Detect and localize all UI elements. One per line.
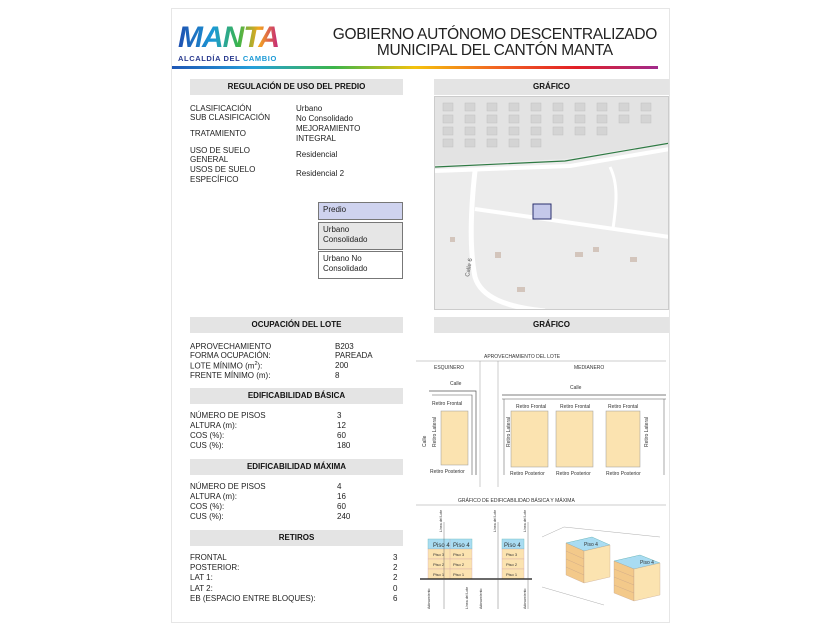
piso1-b: Piso 1 (453, 572, 465, 577)
retiro-posterior-1: Retiro Posterior (430, 469, 465, 475)
piso1-a: Piso 1 (433, 572, 445, 577)
logo-sub-1: ALCALDÍA DEL (178, 54, 243, 63)
label-posterior: POSTERIOR: (190, 563, 240, 572)
piso4-iso-1: Piso 4 (584, 542, 598, 548)
legend-predio-label: Predio (323, 205, 347, 214)
piso3-a: Piso 3 (433, 552, 445, 557)
piso4-c: Piso 4 (504, 543, 521, 549)
document-header (172, 9, 671, 67)
retiro-frontal-4: Retiro Frontal (608, 404, 639, 410)
legend-uc-line1: Urbano (323, 225, 350, 234)
grafico-header-2: GRÁFICO (434, 317, 669, 333)
basica-header: EDIFICABILIDAD BÁSICA (190, 388, 403, 404)
label-basica-cus: CUS (%): (190, 441, 224, 450)
value-aprovechamiento: B203 (335, 342, 354, 351)
isometric-buildings (542, 527, 660, 605)
regulacion-header: REGULACIÓN DE USO DEL PREDIO (190, 79, 403, 95)
retiro-posterior-2: Retiro Posterior (510, 471, 545, 477)
label-lat2: LAT 2: (190, 584, 213, 593)
map-street-label: Calle 6 (465, 257, 475, 278)
calle-label-2: Calle (570, 385, 582, 391)
linea-lote-2: Línea del Lote (493, 509, 497, 532)
value-eb: 6 (393, 594, 398, 603)
retiro-lateral-3: Retiro Lateral (644, 416, 650, 447)
calle-label-vertical: Calle (422, 435, 428, 447)
label-maxima-cus: CUS (%): (190, 512, 224, 521)
legend-unc-line2: Consolidado (323, 264, 368, 273)
piso4-a: Piso 4 (433, 543, 450, 549)
value-basica-cus: 180 (337, 441, 351, 450)
label-maxima-altura: ALTURA (m): (190, 492, 237, 501)
legend-uc-line2: Consolidado (323, 235, 368, 244)
retiro-frontal-3: Retiro Frontal (560, 404, 591, 410)
value-usos-especifico: Residencial 2 (296, 169, 345, 178)
label-eb: EB (ESPACIO ENTRE BLOQUES): (190, 594, 316, 603)
calle-label-1: Calle (450, 381, 462, 387)
value-basica-altura: 12 (337, 421, 346, 430)
ocupacion-header: OCUPACIÓN DEL LOTE (190, 317, 403, 333)
grafico-header-1: GRÁFICO (434, 79, 669, 95)
value-basica-pisos: 3 (337, 411, 342, 420)
value-lote-minimo: 200 (335, 361, 349, 370)
value-maxima-pisos: 4 (337, 482, 342, 491)
value-maxima-cos: 60 (337, 502, 346, 511)
stack-left (428, 539, 472, 579)
title-line-1: GOBIERNO AUTÓNOMO DESCENTRALIZADO (332, 26, 657, 43)
maxima-header: EDIFICABILIDAD MÁXIMA (190, 459, 403, 475)
document-page (171, 8, 670, 623)
label-basica-altura: ALTURA (m): (190, 421, 237, 430)
government-title (333, 27, 657, 59)
piso3-c: Piso 3 (506, 552, 518, 557)
value-maxima-altura: 16 (337, 492, 346, 501)
legend-predio (318, 202, 403, 220)
adosamiento-1: Adosamiento (427, 588, 431, 609)
legend-urbano-consolidado (318, 222, 403, 250)
piso2-a: Piso 2 (433, 562, 445, 567)
stack-right (502, 539, 524, 579)
label-maxima-pisos: NÚMERO DE PISOS (190, 482, 266, 491)
value-clasificacion: Urbano (296, 104, 323, 113)
label-sub-clasificacion: SUB CLASIFICACIÓN (190, 113, 271, 122)
value-uso-suelo: Residencial (296, 150, 338, 159)
value-forma-ocupacion: PAREADA (335, 351, 373, 360)
lote-minimo-sup: 2 (254, 361, 258, 367)
value-tratamiento-2: INTEGRAL (296, 134, 337, 143)
piso2-b: Piso 2 (453, 562, 465, 567)
logo-text: MANTA (178, 21, 280, 54)
legend-urbano-no-consolidado (318, 251, 403, 279)
label-clasificacion: CLASIFICACIÓN (190, 104, 252, 113)
label-uso-suelo-2: GENERAL (190, 155, 229, 164)
lote-minimo-text: LOTE MÍNIMO (m (190, 361, 255, 371)
adosamiento-2: Adosamiento (479, 588, 483, 609)
label-usos-especifico-1: USOS DE SUELO (190, 165, 256, 174)
piso3-b: Piso 3 (453, 552, 465, 557)
logo-subtitle (178, 54, 277, 63)
retiro-posterior-3: Retiro Posterior (556, 471, 591, 477)
value-frontal: 3 (393, 553, 398, 562)
value-frente-minimo: 8 (335, 371, 340, 380)
value-tratamiento-1: MEJORAMIENTO (296, 124, 361, 133)
label-frontal: FRONTAL (190, 553, 227, 562)
linea-lote-1: Línea del Lote (439, 509, 443, 532)
value-lat2: 0 (393, 584, 398, 593)
lote-minimo-end: ): (257, 361, 263, 371)
label-aprovechamiento: APROVECHAMIENTO (190, 342, 272, 351)
retiro-frontal-1: Retiro Frontal (432, 401, 463, 407)
aprovechamiento-diagram (414, 347, 670, 617)
diagram-title: APROVECHAMIENTO DEL LOTE (484, 354, 561, 360)
label-lat1: LAT 1: (190, 573, 213, 582)
diagram-esquinero: ESQUINERO (434, 365, 465, 371)
piso1-c: Piso 1 (506, 572, 518, 577)
value-posterior: 2 (393, 563, 398, 572)
label-basica-cos: COS (%): (190, 431, 225, 440)
legend-unc-line1: Urbano No (323, 254, 362, 263)
retiro-lateral-2: Retiro Lateral (506, 416, 512, 447)
piso4-b: Piso 4 (453, 543, 470, 549)
retiro-frontal-2: Retiro Frontal (516, 404, 547, 410)
diagram-medianero: MEDIANERO (574, 365, 605, 371)
piso4-iso-2: Piso 4 (640, 560, 654, 566)
value-basica-cos: 60 (337, 431, 346, 440)
retiros-header: RETIROS (190, 530, 403, 546)
rainbow-divider (172, 66, 658, 69)
piso2-c: Piso 2 (506, 562, 518, 567)
label-basica-pisos: NÚMERO DE PISOS (190, 411, 266, 420)
retiro-posterior-4: Retiro Posterior (606, 471, 641, 477)
logo-sub-2: CAMBIO (242, 54, 277, 63)
label-uso-suelo-1: USO DE SUELO (190, 146, 251, 155)
value-maxima-cus: 240 (337, 512, 351, 521)
parcel-map (434, 96, 669, 310)
label-usos-especifico-2: ESPECÍFICO (190, 175, 239, 184)
title-line-2: MUNICIPAL DEL CANTÓN MANTA (376, 42, 613, 59)
adosamiento-3: Adosamiento (523, 588, 527, 609)
label-lote-minimo (190, 360, 262, 371)
manta-logo (178, 19, 282, 59)
grafico-edif-title: GRÁFICO DE EDIFICABILIDAD BÁSICA Y MÁXIMA (458, 498, 575, 504)
value-sub-clasificacion: No Consolidado (296, 114, 353, 123)
linea-lote-3: Línea del Lote (523, 509, 527, 532)
label-frente-minimo: FRENTE MÍNIMO (m): (190, 371, 271, 380)
retiro-lateral-1: Retiro Lateral (432, 416, 438, 447)
label-tratamiento: TRATAMIENTO (190, 129, 246, 138)
value-lat1: 2 (393, 573, 398, 582)
linea-lote-4: Línea del Lote (465, 586, 469, 609)
label-maxima-cos: COS (%): (190, 502, 225, 511)
map-svg (435, 97, 669, 310)
label-forma-ocupacion: FORMA OCUPACIÓN: (190, 351, 271, 360)
